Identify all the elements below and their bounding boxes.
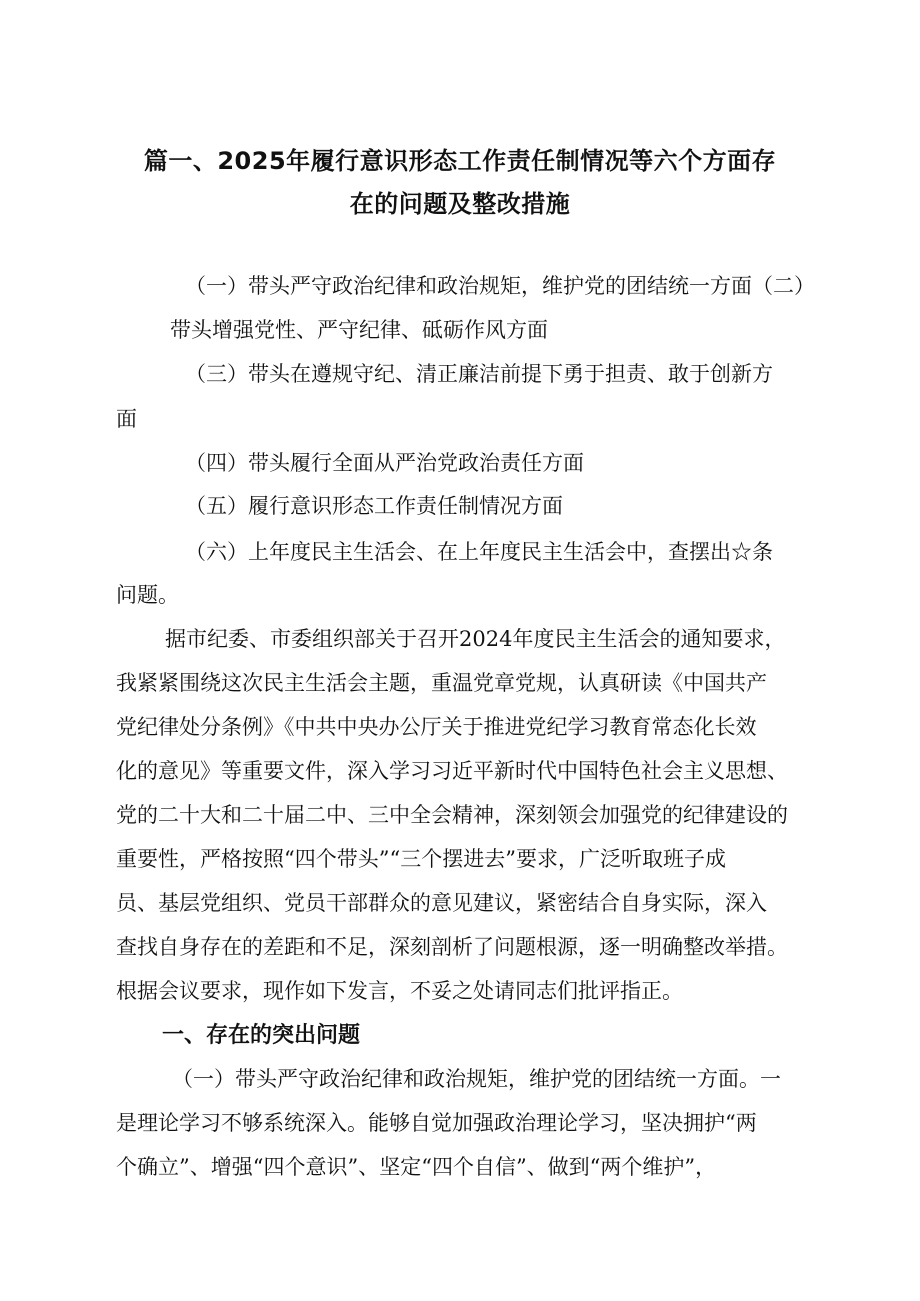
intro-line: 重要性，严格按照“四个带头”“三个摆进去”要求，广泛听取班子成 <box>116 847 726 871</box>
toc-line: （一）带头严守政治纪律和政治规矩，维护党的团结统一方面（二） <box>185 274 815 298</box>
toc-line: 问题。 <box>116 583 179 607</box>
document-title-line-2: 在的问题及整改措施 <box>349 190 571 218</box>
intro-line: 员、基层党组织、党员干部群众的意见建议，紧密结合自身实际，深入 <box>116 891 767 915</box>
intro-line: 据市纪委、市委组织部关于召开2024年度民主生活会的通知要求， <box>165 627 786 651</box>
intro-line: 党的二十大和二十届二中、三中全会精神，深刻领会加强党的纪律建设的 <box>116 803 788 827</box>
toc-line: （四）带头履行全面从严治党政治责任方面 <box>185 451 584 475</box>
toc-line: （三）带头在遵规守纪、清正廉洁前提下勇于担责、敢于创新方 <box>185 362 773 386</box>
intro-line: 化的意见》等重要文件，深入学习习近平新时代中国特色社会主义思想、 <box>116 759 788 783</box>
document-title-line-1: 篇一、2025年履行意识形态工作责任制情况等六个方面存 <box>143 147 777 175</box>
toc-line: 带头增强党性、严守纪律、砥砺作风方面 <box>170 318 548 342</box>
toc-line: 面 <box>116 407 137 431</box>
intro-line: 我紧紧围绕这次民主生活会主题，重温党章党规，认真研读《中国共产 <box>116 671 767 695</box>
intro-line: 党纪律处分条例》《中共中央办公厅关于推进党纪学习教育常态化长效 <box>116 715 757 739</box>
section-body-line: 个确立”、增强“四个意识”、坚定“四个自信”、做到“两个维护”， <box>116 1155 717 1179</box>
intro-line: 查找自身存在的差距和不足，深刻剖析了问题根源，逐一明确整改举措。 <box>116 935 788 959</box>
toc-line: （六）上年度民主生活会、在上年度民主生活会中，查摆出☆条 <box>185 540 773 564</box>
intro-line: 根据会议要求，现作如下发言，不妥之处请同志们批评指正。 <box>116 979 683 1003</box>
section-body-line: （一）带头严守政治纪律和政治规矩，维护党的团结统一方面。一 <box>172 1067 781 1091</box>
section-body-line: 是理论学习不够系统深入。能够自觉加强政治理论学习，坚决拥护“两 <box>116 1111 757 1135</box>
section-heading: 一、存在的突出问题 <box>162 1023 361 1048</box>
toc-line: （五）履行意识形态工作责任制情况方面 <box>185 494 563 518</box>
